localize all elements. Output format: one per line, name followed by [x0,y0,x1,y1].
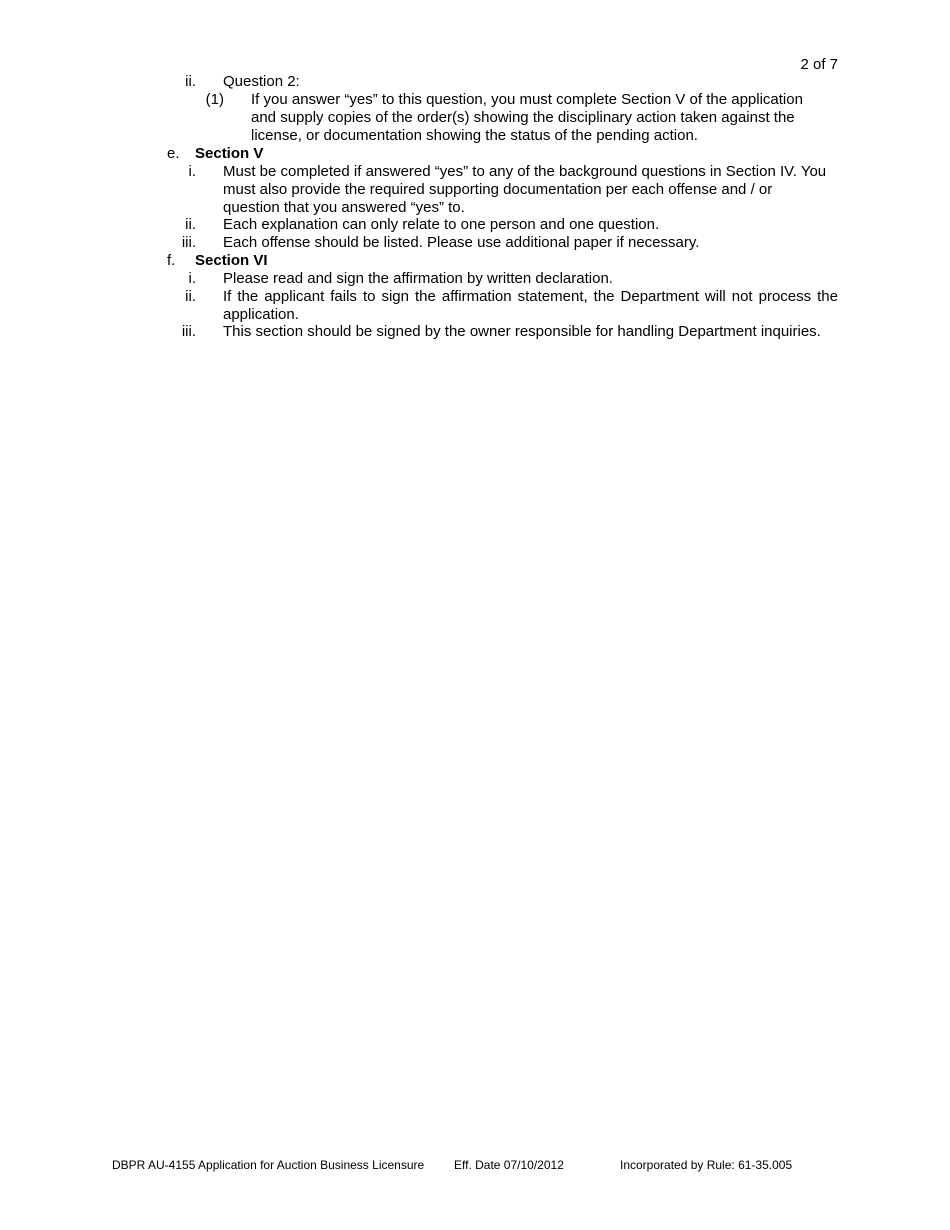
list-marker-e: e. [167,145,180,162]
list-marker-f-iii: iii. [181,323,196,340]
section-v-item-3: Each offense should be listed. Please use additional paper if necessary. [223,234,700,251]
section-v-heading: Section V [195,145,264,162]
list-marker-e-iii: iii. [181,234,196,251]
question-2-instruction: If you answer “yes” to this question, you must complete Section V of the application and supply copies of the order(s) showing the disciplinary action taken against the license, or documentation showing the status of the pending action. [251,91,803,144]
list-marker-f-i: i. [188,270,196,287]
footer-rule: Incorporated by Rule: 61-35.005 [620,1158,793,1172]
list-marker-f-ii: ii. [185,288,196,305]
page-number: 2 of 7 [800,56,838,73]
list-marker-e-i: i. [188,163,196,180]
section-v-item-1: Must be completed if answered “yes” to any of the background questions in Section IV. You must also provide the required supporting documentation per each offense and / or question that you answered “yes” to. [223,163,827,216]
question-2-label: Question 2: [223,73,300,90]
list-marker-e-ii: ii. [185,216,196,233]
list-marker-f: f. [167,252,176,269]
section-v-item-2: Each explanation can only relate to one person and one question. [223,216,660,233]
section-vi-item-2: If the applicant fails to sign the affirmation statement, the Department will not process the application. [223,288,838,323]
footer-form-title: DBPR AU-4155 Application for Auction Business Licensure [112,1158,425,1172]
section-vi-item-3: This section should be signed by the owner responsible for handling Department inquiries. [223,323,821,340]
footer-eff-date: Eff. Date 07/10/2012 [454,1158,564,1172]
list-marker-d-ii-1: (1) [205,91,224,108]
section-vi-heading: Section VI [195,252,268,269]
list-marker-d-ii: ii. [185,73,196,90]
section-vi-item-1: Please read and sign the affirmation by written declaration. [223,270,613,287]
